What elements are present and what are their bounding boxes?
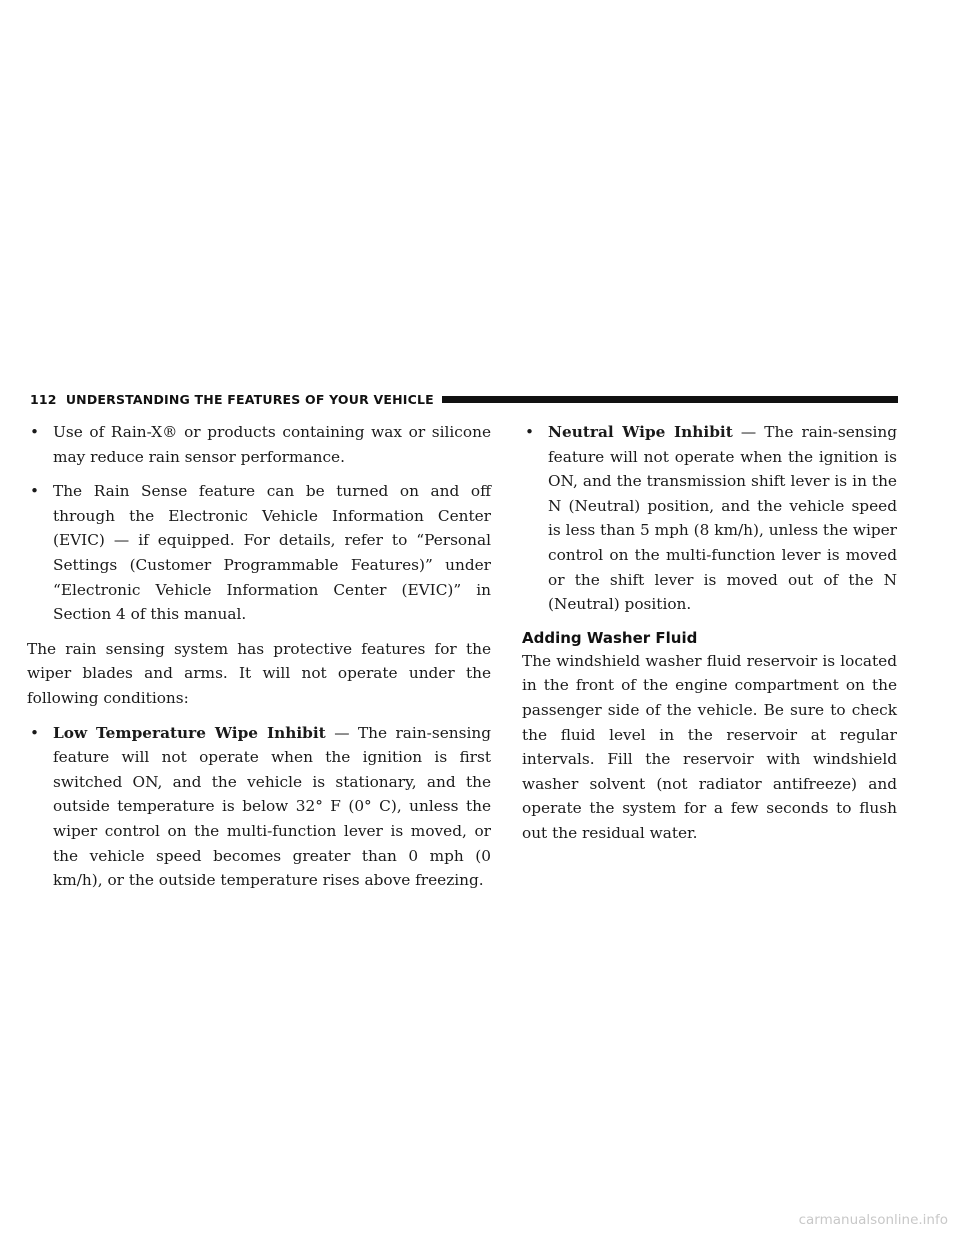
body-paragraph: The windshield washer fluid reservoir is located in the front of the engine compartment on the passenger side of the vehicle. Be sure to check the fluid level in the reservoir at regular intervals. Fill the reservoir with windshield washer solvent (not radiator antifreeze) and operate the system for a few seconds to flush out the residual water. [522,651,897,842]
page-number: 112 [30,391,57,407]
section-subheading: Adding Washer Fluid [522,628,698,647]
bullet-dot: • [30,723,40,742]
bullet-text: — The rain-sensing feature will not operate when the ignition is ON, and the transmission shift lever is in the N (Neutral) position, and the vehicle speed is less than 5 mph (8 km/h), unless the wiper control on the multi-function lever is moved or the shift lever is moved out of the N (Neutral) position. [548,423,897,614]
bullet-dot: • [525,423,535,441]
page-header [30,388,898,410]
bullet-text: Use of Rain-X® or products containing wax or silicone may reduce rain sensor performance. [53,423,491,466]
bullet-dot: • [30,423,40,441]
bullet-item [27,721,491,893]
body-paragraph: The rain sensing system has protective features for the wiper blades and arms. It will not operate under the following conditions: [27,639,491,707]
page-header-text [30,392,434,407]
bullet-term: Low Temperature Wipe Inhibit [53,723,326,742]
bullet-dot: • [30,482,40,501]
left-column [27,420,491,903]
watermark: carmanualsonline.info [798,1212,948,1228]
bullet-item [27,479,491,627]
header-rule [442,396,898,403]
bullet-text: — The rain-sensing feature will not operate when the ignition is first switched ON, and the vehicle is stationary, and the outside temperature is below 32° F (0° C), unless the wiper control on the multi-function lever is moved, or the vehicle speed becomes greater than 0 mph (0 km/h), or the outside temperature rises above freezing. [53,723,491,890]
section-title: UNDERSTANDING THE FEATURES OF YOUR VEHICLE [65,391,434,407]
bullet-item [522,420,897,617]
bullet-text: The Rain Sense feature can be turned on and off through the Electronic Vehicle Information Center (EVIC) — if equipped. For details, refer to “Personal Settings (Customer Programmable Features)” under “Electronic Vehicle Information Center (EVIC)” in Section 4 of this manual. [53,482,491,624]
bullet-item [27,420,491,469]
bullet-term: Neutral Wipe Inhibit [548,423,733,441]
right-column [522,420,897,856]
